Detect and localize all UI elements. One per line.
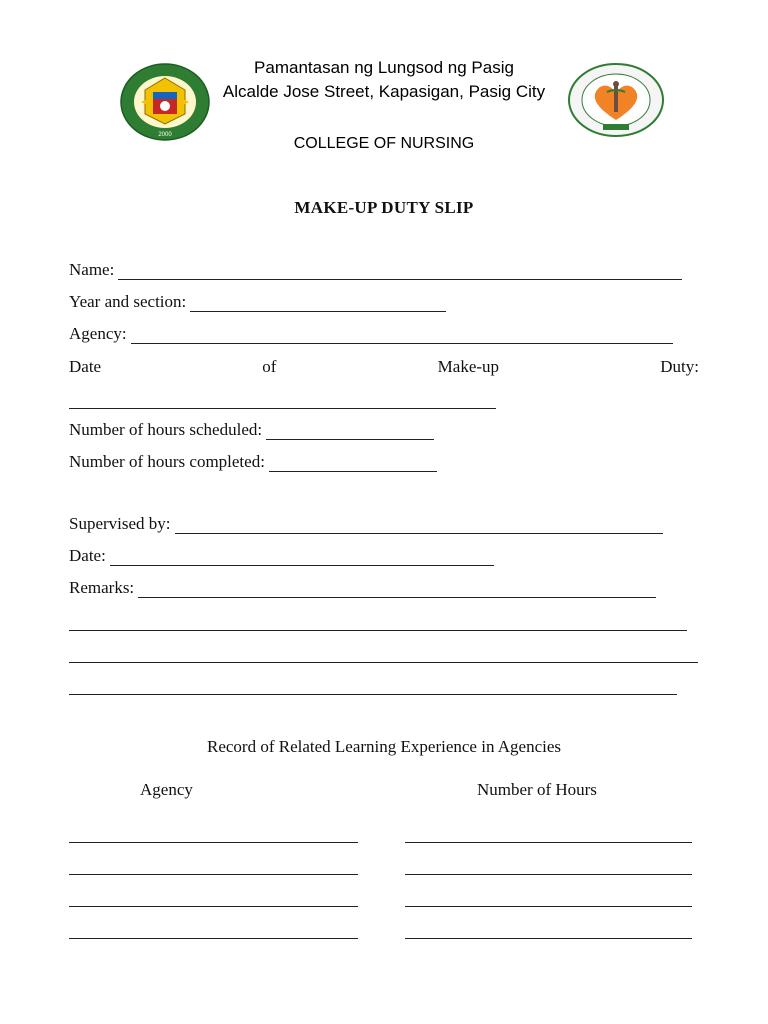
university-address: Alcalde Jose Street, Kapasigan, Pasig City [222,82,546,101]
makeup-date-word-4: Duty: [660,357,699,376]
makeup-date-word-1: Date [69,357,102,376]
agency-field[interactable] [131,325,673,344]
hours-scheduled-label: Number of hours scheduled: [69,420,263,439]
supervised-by-field[interactable] [175,515,663,534]
remarks-line-2[interactable] [69,629,687,631]
date-row [69,546,494,570]
date-field[interactable] [110,547,494,566]
remarks-line-4[interactable] [69,693,677,695]
year-section-row [69,292,446,316]
hours-completed-field[interactable] [269,453,437,472]
hours-scheduled-field[interactable] [266,421,434,440]
year-section-label: Year and section: [69,292,187,311]
record-agency-line[interactable] [69,905,358,907]
agency-label: Agency: [69,324,127,343]
name-field[interactable] [118,261,682,280]
seal-year: 2000 [158,132,172,138]
remarks-field[interactable] [138,579,656,598]
hours-completed-label: Number of hours completed: [69,452,265,471]
agency-row [69,324,673,348]
name-row [69,260,682,284]
makeup-date-label-row [69,357,699,377]
record-col-hours: Number of Hours [477,780,597,799]
record-hours-line[interactable] [405,873,692,875]
hours-scheduled-row [69,420,434,444]
remarks-line-3[interactable] [69,661,698,663]
record-hours-line[interactable] [405,905,692,907]
remarks-label: Remarks: [69,578,135,597]
record-agency-line[interactable] [69,841,358,843]
makeup-date-field[interactable] [69,407,496,409]
year-section-field[interactable] [190,293,446,312]
record-col-agency: Agency [140,780,193,799]
record-hours-line[interactable] [405,841,692,843]
remarks-row [69,578,656,602]
name-label: Name: [69,260,115,279]
record-agency-line[interactable] [69,937,358,939]
university-name: Pamantasan ng Lungsod ng Pasig [254,58,514,77]
form-title: MAKE-UP DUTY SLIP [294,198,474,217]
date-label: Date: [69,546,106,565]
record-agency-line[interactable] [69,873,358,875]
hours-completed-row [69,452,437,476]
makeup-date-word-2: of [262,357,277,376]
supervised-by-row [69,514,663,538]
makeup-date-word-3: Make-up [437,357,500,376]
record-hours-line[interactable] [405,937,692,939]
college-name: COLLEGE OF NURSING [293,135,475,152]
record-title: Record of Related Learning Experience in Agencies [206,737,562,756]
supervised-by-label: Supervised by: [69,514,171,533]
